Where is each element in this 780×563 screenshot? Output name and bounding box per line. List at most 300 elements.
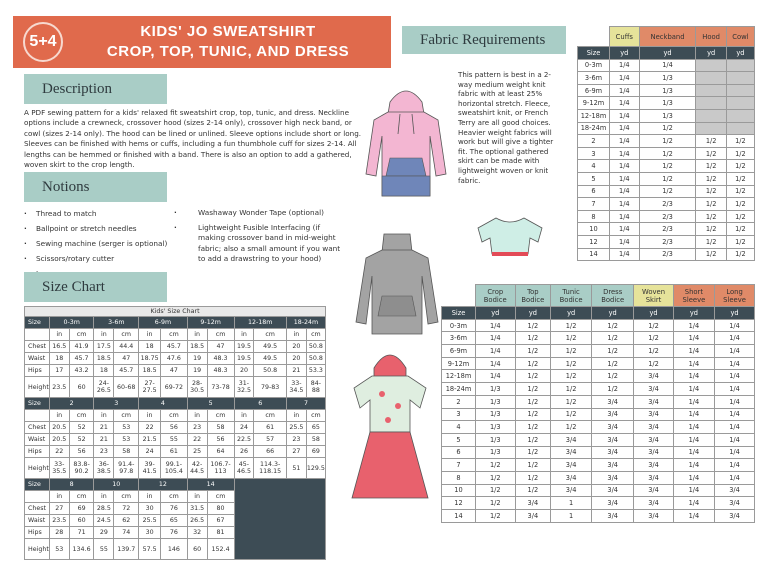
yardage-cell: 1/2 bbox=[696, 223, 726, 236]
measure-value: 39-41.5 bbox=[139, 458, 161, 479]
table-row bbox=[25, 341, 326, 353]
measure-value: 58 bbox=[114, 446, 139, 458]
column-header: Cuffs bbox=[610, 27, 640, 47]
yardage-cell bbox=[696, 122, 726, 135]
measure-value: 20.5 bbox=[49, 422, 69, 434]
yardage-cell bbox=[726, 97, 754, 110]
unit-cell: cm bbox=[114, 329, 139, 341]
measure-value: 61 bbox=[161, 446, 188, 458]
yardage-cell: 3/4 bbox=[551, 459, 592, 472]
yardage-cell: 1/2 bbox=[696, 135, 726, 148]
size-cell: 4 bbox=[442, 421, 476, 434]
measure-value: 18 bbox=[139, 341, 161, 353]
yardage-cell: 1/4 bbox=[673, 471, 714, 484]
yardage-cell: 1/4 bbox=[673, 497, 714, 510]
notion-item: · Ballpoint or stretch needles bbox=[24, 221, 184, 236]
measure-value: 21 bbox=[94, 422, 114, 434]
unit-cell: yd bbox=[476, 307, 516, 320]
measure-value: 60 bbox=[69, 377, 94, 398]
notions-list-right bbox=[186, 208, 344, 269]
size-chart-caption-row bbox=[25, 307, 326, 317]
yardage-cell: 1/2 bbox=[634, 319, 673, 332]
measure-value: 22 bbox=[49, 446, 69, 458]
yardage-cell: 1/4 bbox=[673, 357, 714, 370]
yardage-cell: 1/4 bbox=[610, 223, 640, 236]
size-header-cell: 12-18m bbox=[234, 317, 286, 329]
measure-value: 57.5 bbox=[139, 539, 161, 560]
measure-value: 16.5 bbox=[49, 341, 69, 353]
title-banner bbox=[13, 16, 391, 68]
table-row bbox=[578, 172, 755, 185]
measure-value: 65 bbox=[306, 422, 325, 434]
yardage-cell: 3/4 bbox=[551, 471, 592, 484]
size-cell: 5 bbox=[442, 433, 476, 446]
unit-row bbox=[578, 47, 755, 60]
table-row bbox=[578, 235, 755, 248]
size-label: Size bbox=[25, 479, 50, 491]
size-chart-unit-row bbox=[25, 410, 326, 422]
yardage-cell: 1/2 bbox=[696, 172, 726, 185]
notion-item: · Scissors/rotary cutter bbox=[24, 251, 184, 266]
size-cell: 6 bbox=[578, 185, 610, 198]
yardage-cell: 1/2 bbox=[551, 408, 592, 421]
table-row bbox=[442, 510, 755, 523]
yardage-cell: 3/4 bbox=[592, 433, 634, 446]
size-chart-caption: Kids' Size Chart bbox=[25, 307, 326, 317]
yardage-cell: 1/2 bbox=[696, 160, 726, 173]
measure-value: 58 bbox=[306, 434, 325, 446]
yardage-cell: 1/4 bbox=[610, 72, 640, 85]
size-header-cell: 9-12m bbox=[187, 317, 234, 329]
size-header-cell: 6 bbox=[234, 398, 286, 410]
measure-value: 84-88 bbox=[306, 377, 325, 398]
yardage-cell: 1/4 bbox=[673, 484, 714, 497]
yardage-cell: 1/4 bbox=[715, 395, 755, 408]
measure-value: 74 bbox=[114, 527, 139, 539]
yardage-cell: 1/2 bbox=[515, 357, 551, 370]
yardage-cell: 1/2 bbox=[592, 383, 634, 396]
measure-value: 52 bbox=[69, 434, 94, 446]
measure-value: 69 bbox=[306, 446, 325, 458]
table-row bbox=[578, 122, 755, 135]
yardage-cell: 2/3 bbox=[639, 223, 696, 236]
yardage-cell: 3/4 bbox=[515, 497, 551, 510]
unit-cell: yd bbox=[639, 47, 696, 60]
yardage-cell: 1/2 bbox=[515, 471, 551, 484]
unit-corner bbox=[25, 410, 50, 422]
measure-value: 28 bbox=[49, 527, 69, 539]
size-cell: 10 bbox=[442, 484, 476, 497]
yardage-cell: 1/4 bbox=[673, 433, 714, 446]
measure-value: 76 bbox=[161, 527, 188, 539]
yardage-cell: 3/4 bbox=[634, 459, 673, 472]
measure-value: 60 bbox=[187, 539, 207, 560]
page-title bbox=[73, 22, 383, 62]
measure-value: 31-32.5 bbox=[234, 377, 254, 398]
unit-cell: cm bbox=[207, 491, 234, 503]
yardage-cell: 1/2 bbox=[634, 357, 673, 370]
yardage-cell: 1/2 bbox=[726, 185, 754, 198]
measure-value: 17.5 bbox=[94, 341, 114, 353]
yardage-cell: 3/4 bbox=[592, 421, 634, 434]
yardage-cell bbox=[696, 109, 726, 122]
yardage-cell bbox=[696, 72, 726, 85]
yardage-cell: 3/4 bbox=[634, 484, 673, 497]
size-cell: 3 bbox=[578, 147, 610, 160]
yardage-cell: 1/2 bbox=[551, 345, 592, 358]
measure-value: 56 bbox=[161, 422, 188, 434]
yardage-cell: 1/4 bbox=[476, 370, 516, 383]
measure-value: 18.5 bbox=[94, 353, 114, 365]
unit-cell: yd bbox=[726, 47, 754, 60]
yardage-cell: 1/2 bbox=[696, 235, 726, 248]
measure-label: Waist bbox=[25, 353, 50, 365]
yardage-cell: 1/4 bbox=[673, 345, 714, 358]
measure-value: 61 bbox=[254, 422, 287, 434]
yardage-cell: 3/4 bbox=[634, 433, 673, 446]
size-header-cell: 12 bbox=[139, 479, 188, 491]
column-header: Hood bbox=[696, 27, 726, 47]
table-row bbox=[578, 198, 755, 211]
yardage-cell: 1/4 bbox=[715, 421, 755, 434]
measure-value: 72 bbox=[114, 503, 139, 515]
yardage-cell: 1/2 bbox=[515, 408, 551, 421]
size-header-cell: 0-3m bbox=[49, 317, 94, 329]
column-header: Crop Bodice bbox=[476, 285, 516, 307]
measure-value: 49.5 bbox=[254, 353, 287, 365]
yardage-cell: 3/4 bbox=[634, 395, 673, 408]
size-label: Size bbox=[25, 398, 50, 410]
measure-value: 50.8 bbox=[254, 365, 287, 377]
yardage-cell: 1/4 bbox=[639, 59, 696, 72]
yardage-cell: 1/2 bbox=[726, 210, 754, 223]
measure-value: 20 bbox=[286, 353, 306, 365]
unit-cell: cm bbox=[207, 329, 234, 341]
fabric-requirements-heading: Fabric Requirements bbox=[402, 26, 566, 54]
yardage-cell: 1/4 bbox=[610, 122, 640, 135]
table-row bbox=[578, 84, 755, 97]
measure-value: 18 bbox=[49, 353, 69, 365]
table-row bbox=[442, 497, 755, 510]
size-chart-table bbox=[24, 306, 326, 560]
crop-top-illustration bbox=[474, 210, 546, 262]
table-row bbox=[442, 370, 755, 383]
measure-value: 58 bbox=[207, 422, 234, 434]
measure-value: 69 bbox=[69, 503, 94, 515]
yardage-cell: 1/2 bbox=[634, 345, 673, 358]
table-row bbox=[578, 185, 755, 198]
size-cell: 4 bbox=[578, 160, 610, 173]
measure-value: 47 bbox=[161, 365, 188, 377]
unit-cell: in bbox=[139, 329, 161, 341]
unit-cell: cm bbox=[254, 329, 287, 341]
measure-value: 106.7-113 bbox=[207, 458, 234, 479]
yardage-cell: 3/4 bbox=[715, 510, 755, 523]
yardage-cell: 1/4 bbox=[476, 319, 516, 332]
size-header-cell: 3 bbox=[94, 398, 139, 410]
size-cell: 14 bbox=[578, 248, 610, 261]
measure-value: 19 bbox=[187, 353, 207, 365]
cowl-sweatshirt-illustration bbox=[352, 230, 442, 342]
yardage-cell: 1/2 bbox=[515, 370, 551, 383]
yardage-cell: 1/4 bbox=[673, 383, 714, 396]
measure-value: 49.5 bbox=[254, 341, 287, 353]
size-header-cell: 6-9m bbox=[139, 317, 188, 329]
measure-value: 24.5 bbox=[94, 515, 114, 527]
table-row bbox=[442, 484, 755, 497]
measure-value: 22 bbox=[139, 422, 161, 434]
measure-value: 24-26.5 bbox=[94, 377, 114, 398]
measure-value: 62 bbox=[114, 515, 139, 527]
yardage-cell: 3/4 bbox=[634, 421, 673, 434]
size-chart-unit-row bbox=[25, 329, 326, 341]
unit-cell: in bbox=[286, 329, 306, 341]
yardage-cell: 1/2 bbox=[551, 319, 592, 332]
yardage-cell: 1/2 bbox=[696, 210, 726, 223]
yardage-cell: 3/4 bbox=[634, 510, 673, 523]
table-row bbox=[25, 353, 326, 365]
size-header-cell: 7 bbox=[286, 398, 325, 410]
unit-cell: yd bbox=[610, 47, 640, 60]
table-row bbox=[25, 422, 326, 434]
yardage-cell: 1/4 bbox=[673, 395, 714, 408]
yardage-cell: 3/4 bbox=[634, 408, 673, 421]
measure-value: 22.5 bbox=[234, 434, 254, 446]
yardage-cell bbox=[726, 122, 754, 135]
measure-value: 53 bbox=[49, 539, 69, 560]
unit-cell: in bbox=[49, 410, 69, 422]
measure-value: 81 bbox=[207, 527, 234, 539]
yardage-cell: 3/4 bbox=[592, 395, 634, 408]
table-row bbox=[578, 135, 755, 148]
measure-value: 20.5 bbox=[49, 434, 69, 446]
measure-value: 134.6 bbox=[69, 539, 94, 560]
measure-value: 47.6 bbox=[161, 353, 188, 365]
measure-label: Hips bbox=[25, 527, 50, 539]
table-row bbox=[578, 147, 755, 160]
unit-cell: cm bbox=[161, 491, 188, 503]
yardage-cell: 1/3 bbox=[476, 446, 516, 459]
measure-label: Hips bbox=[25, 446, 50, 458]
yardage-cell: 1/2 bbox=[639, 160, 696, 173]
measure-value: 55 bbox=[161, 434, 188, 446]
brand-logo: 5+4 bbox=[23, 22, 63, 62]
size-cell: 6-9m bbox=[442, 345, 476, 358]
yardage-cell: 1/4 bbox=[673, 421, 714, 434]
unit-cell: in bbox=[187, 491, 207, 503]
yardage-cell: 1/4 bbox=[610, 172, 640, 185]
size-cell: 14 bbox=[442, 510, 476, 523]
table-row bbox=[578, 97, 755, 110]
unit-cell: cm bbox=[69, 410, 94, 422]
measure-label: Waist bbox=[25, 434, 50, 446]
unit-cell: cm bbox=[207, 410, 234, 422]
measure-value: 33-34.5 bbox=[286, 377, 306, 398]
yardage-cell: 1/2 bbox=[515, 446, 551, 459]
yardage-cell: 1/4 bbox=[715, 471, 755, 484]
measure-value: 26.5 bbox=[187, 515, 207, 527]
trim-yardage-table bbox=[577, 26, 755, 261]
measure-value: 53 bbox=[114, 422, 139, 434]
yardage-cell: 1/4 bbox=[673, 510, 714, 523]
yardage-cell: 1/2 bbox=[696, 185, 726, 198]
size-chart-size-header bbox=[25, 479, 326, 491]
yardage-cell: 1/2 bbox=[639, 172, 696, 185]
size-cell: 10 bbox=[578, 223, 610, 236]
measure-value: 25.5 bbox=[139, 515, 161, 527]
yardage-cell: 2/3 bbox=[639, 210, 696, 223]
size-cell: 12-18m bbox=[578, 109, 610, 122]
size-cell: 3-6m bbox=[442, 332, 476, 345]
hooded-dress-illustration bbox=[344, 348, 436, 504]
measure-value: 83.8-90.2 bbox=[69, 458, 94, 479]
yardage-cell: 1/2 bbox=[515, 433, 551, 446]
title-line-2: CROP, TOP, TUNIC, AND DRESS bbox=[106, 43, 350, 60]
table-row bbox=[578, 223, 755, 236]
size-label: Size bbox=[25, 317, 50, 329]
measure-value: 76 bbox=[161, 503, 188, 515]
size-cell: 7 bbox=[442, 459, 476, 472]
measure-value: 56 bbox=[69, 446, 94, 458]
yardage-cell: 3/4 bbox=[551, 484, 592, 497]
table-row bbox=[442, 383, 755, 396]
measure-value: 65 bbox=[161, 515, 188, 527]
yardage-cell: 1/4 bbox=[715, 370, 755, 383]
size-cell: 9-12m bbox=[578, 97, 610, 110]
yardage-cell: 1/2 bbox=[726, 248, 754, 261]
yardage-cell: 1/4 bbox=[610, 160, 640, 173]
table-row bbox=[442, 446, 755, 459]
yardage-cell: 1/2 bbox=[592, 319, 634, 332]
measure-value: 27 bbox=[49, 503, 69, 515]
notion-item: · Thread to match bbox=[24, 206, 184, 221]
measure-value: 23.5 bbox=[49, 515, 69, 527]
measure-value: 21.5 bbox=[139, 434, 161, 446]
unit-cell: in bbox=[94, 329, 114, 341]
measure-value: 45-46.5 bbox=[234, 458, 254, 479]
unit-cell: cm bbox=[114, 410, 139, 422]
yardage-cell: 1/2 bbox=[726, 223, 754, 236]
measure-value: 29 bbox=[94, 527, 114, 539]
yardage-cell bbox=[726, 109, 754, 122]
measure-label: Height bbox=[25, 539, 50, 560]
size-cell: 6-9m bbox=[578, 84, 610, 97]
measure-value: 55 bbox=[94, 539, 114, 560]
size-header-cell: 18-24m bbox=[286, 317, 325, 329]
measure-value: 66 bbox=[254, 446, 287, 458]
table-row bbox=[578, 59, 755, 72]
size-cell: 12-18m bbox=[442, 370, 476, 383]
yardage-cell: 1/2 bbox=[551, 395, 592, 408]
size-cell: 18-24m bbox=[578, 122, 610, 135]
yardage-cell: 2/3 bbox=[639, 235, 696, 248]
measure-value: 57 bbox=[254, 434, 287, 446]
unit-cell: yd bbox=[515, 307, 551, 320]
unit-cell: in bbox=[94, 491, 114, 503]
size-cell: 3-6m bbox=[578, 72, 610, 85]
yardage-cell bbox=[696, 59, 726, 72]
yardage-cell bbox=[726, 84, 754, 97]
measure-value: 36-38.5 bbox=[94, 458, 114, 479]
notions-heading: Notions bbox=[24, 172, 167, 202]
table-row bbox=[442, 357, 755, 370]
size-header-cell: 14 bbox=[187, 479, 234, 491]
yardage-cell: 1/3 bbox=[639, 97, 696, 110]
yardage-cell: 1/2 bbox=[639, 135, 696, 148]
measure-value: 25.5 bbox=[286, 422, 306, 434]
column-header: Woven Skirt bbox=[634, 285, 673, 307]
measure-value: 79-83 bbox=[254, 377, 287, 398]
unit-cell: cm bbox=[161, 410, 188, 422]
unit-cell: in bbox=[94, 410, 114, 422]
column-header-row bbox=[578, 27, 755, 47]
title-line-1: KIDS' JO SWEATSHIRT bbox=[140, 23, 316, 40]
yardage-cell: 1/4 bbox=[610, 135, 640, 148]
unit-cell: in bbox=[187, 329, 207, 341]
measure-value: 45.7 bbox=[114, 365, 139, 377]
measure-value: 41.9 bbox=[69, 341, 94, 353]
table-row bbox=[442, 332, 755, 345]
unit-cell: yd bbox=[696, 47, 726, 60]
measure-value: 27-27.5 bbox=[139, 377, 161, 398]
table-row bbox=[442, 433, 755, 446]
size-cell: 2 bbox=[578, 135, 610, 148]
yardage-cell: 1/2 bbox=[592, 357, 634, 370]
unit-cell: in bbox=[234, 329, 254, 341]
measure-value: 64 bbox=[207, 446, 234, 458]
size-cell: 8 bbox=[578, 210, 610, 223]
main-yardage-table bbox=[441, 284, 755, 523]
yardage-cell: 1/2 bbox=[515, 421, 551, 434]
size-cell: 9-12m bbox=[442, 357, 476, 370]
measure-value: 31.5 bbox=[187, 503, 207, 515]
measure-value: 139.7 bbox=[114, 539, 139, 560]
yardage-cell: 1/4 bbox=[610, 210, 640, 223]
size-cell: 18-24m bbox=[442, 383, 476, 396]
measure-value: 24 bbox=[139, 446, 161, 458]
measure-value: 21 bbox=[286, 365, 306, 377]
yardage-cell: 1/2 bbox=[696, 248, 726, 261]
measure-value: 99.1-105.4 bbox=[161, 458, 188, 479]
column-header: Top Bodice bbox=[515, 285, 551, 307]
measure-value: 18.5 bbox=[187, 341, 207, 353]
unit-row bbox=[442, 307, 755, 320]
yardage-cell: 1/2 bbox=[515, 484, 551, 497]
yardage-cell: 1/4 bbox=[610, 109, 640, 122]
measure-value: 50.8 bbox=[306, 341, 325, 353]
yardage-cell: 3/4 bbox=[592, 408, 634, 421]
yardage-cell bbox=[696, 84, 726, 97]
measure-value: 69-72 bbox=[161, 377, 188, 398]
yardage-cell: 1/3 bbox=[639, 72, 696, 85]
unit-cell: in bbox=[139, 491, 161, 503]
unit-cell: in bbox=[286, 410, 306, 422]
yardage-cell: 3/4 bbox=[551, 446, 592, 459]
yardage-cell: 3/4 bbox=[634, 383, 673, 396]
yardage-cell: 1/2 bbox=[634, 332, 673, 345]
table-row bbox=[578, 248, 755, 261]
unit-cell: yd bbox=[715, 307, 755, 320]
yardage-cell: 1 bbox=[551, 510, 592, 523]
measure-label: Chest bbox=[25, 503, 50, 515]
size-header-cell: 4 bbox=[139, 398, 188, 410]
measure-value: 67 bbox=[207, 515, 234, 527]
measure-value: 48.3 bbox=[207, 353, 234, 365]
measure-value: 22 bbox=[187, 434, 207, 446]
yardage-cell: 1/2 bbox=[515, 319, 551, 332]
measure-value: 45.7 bbox=[161, 341, 188, 353]
yardage-cell: 3/4 bbox=[592, 510, 634, 523]
